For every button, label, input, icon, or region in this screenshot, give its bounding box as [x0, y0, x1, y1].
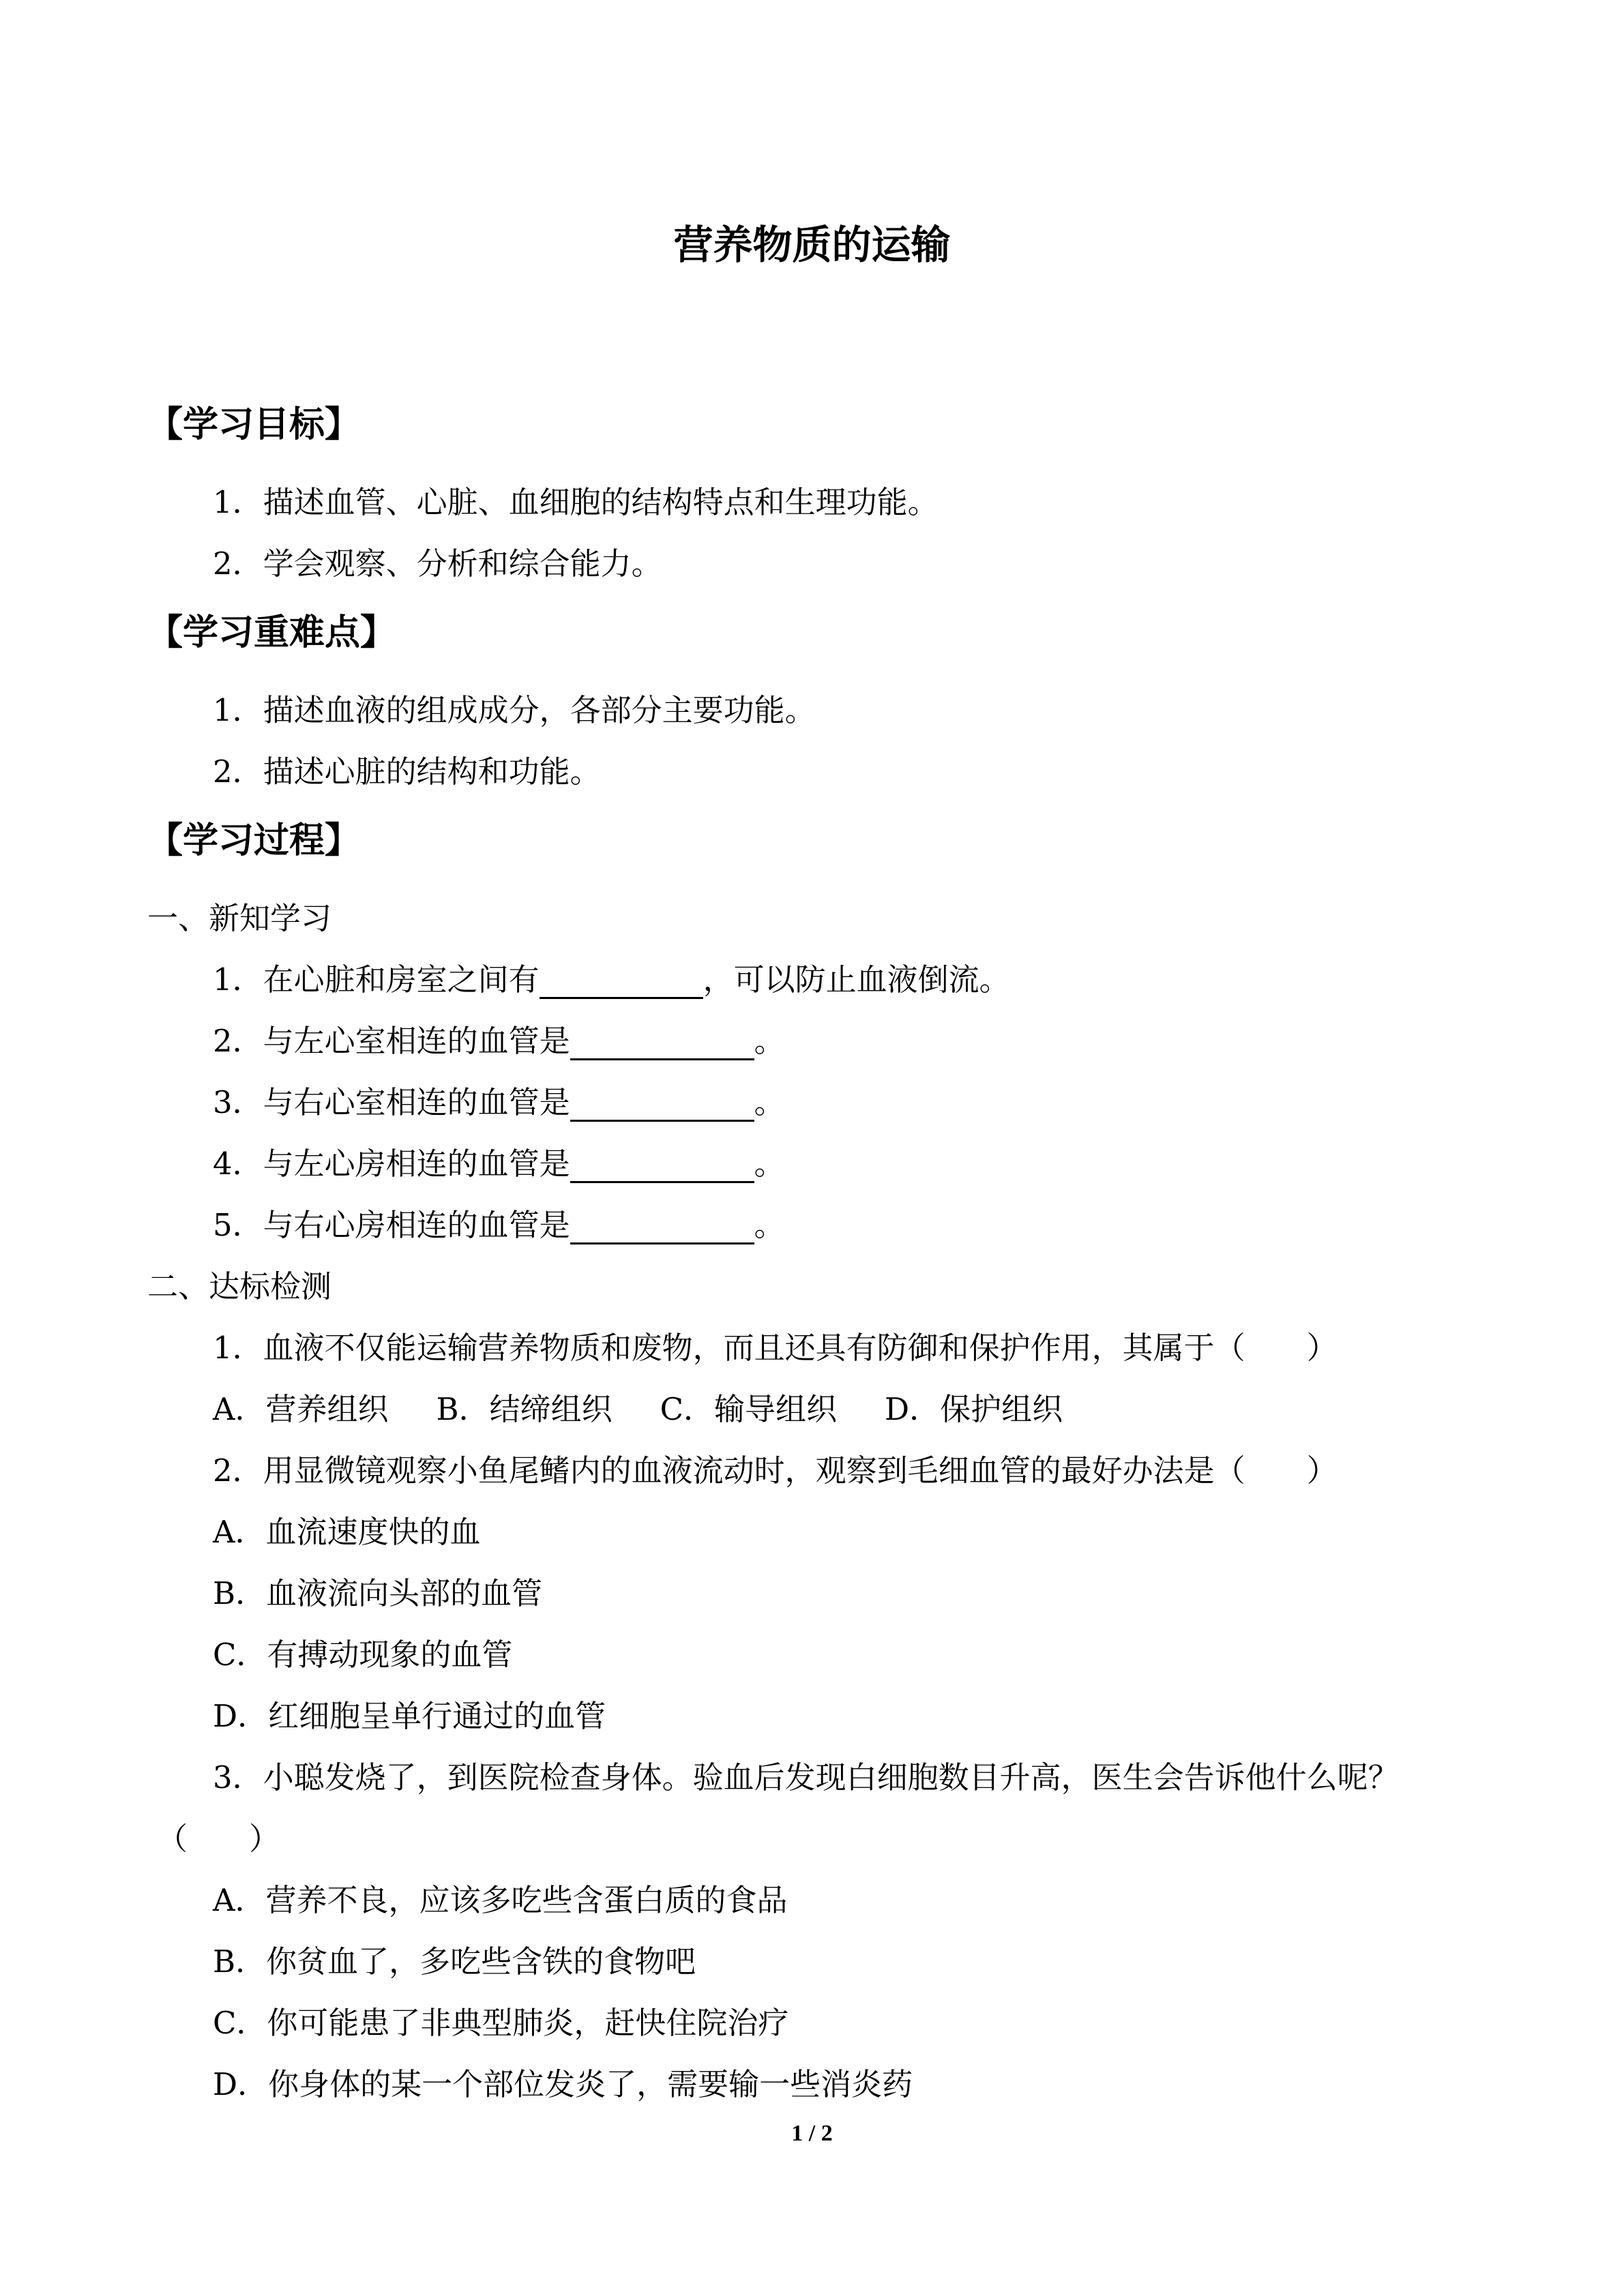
options-row [213, 1384, 1110, 1429]
option-d: D．红细胞呈单行通过的血管 [213, 1698, 606, 1734]
answer-blank[interactable] [540, 964, 703, 1000]
answer-parentheses: （ ） [157, 1821, 280, 1857]
page-number: 1 / 2 [791, 2121, 833, 2146]
answer-blank[interactable] [570, 1148, 754, 1184]
option-b: B．你贫血了，多吃些含铁的食物吧 [213, 1943, 696, 1980]
option-d: D．保护组织 [885, 1391, 1063, 1427]
answer-blank[interactable] [570, 1025, 754, 1061]
fill-question-5 [213, 1200, 785, 1244]
goal-item: 1．描述血管、心脏、血细胞的结构特点和生理功能。 [213, 484, 939, 520]
question-text: 4．与左心房相连的血管是 [213, 1146, 570, 1182]
option-c: C．有搏动现象的血管 [213, 1637, 513, 1673]
question-stem: 1．血液不仅能运输营养物质和废物，而且还具有防御和保护作用，其属于（ ） [213, 1330, 1338, 1366]
question-text: 。 [754, 1146, 785, 1182]
question-text: 。 [754, 1023, 785, 1059]
page-title: 营养物质的运输 [673, 222, 951, 268]
question-text: 1．在心脏和房室之间有 [213, 961, 540, 998]
fill-question-3 [213, 1077, 785, 1122]
keypoint-item: 2．描述心脏的结构和功能。 [213, 754, 601, 790]
option-a: A．血流速度快的血 [213, 1514, 481, 1550]
process-heading: 【学习过程】 [147, 820, 361, 861]
option-b: B．血液流向头部的血管 [213, 1575, 543, 1611]
question-text: 3．与右心室相连的血管是 [213, 1084, 570, 1120]
question-text: 。 [754, 1084, 785, 1120]
keypoint-item: 1．描述血液的组成成分，各部分主要功能。 [213, 692, 816, 728]
fill-question-1 [213, 955, 1010, 999]
question-text: 2．与左心室相连的血管是 [213, 1023, 570, 1059]
question-text: 5．与右心房相连的血管是 [213, 1207, 570, 1243]
option-a: A．营养组织 [213, 1391, 389, 1427]
fill-question-2 [213, 1016, 785, 1060]
option-c: C．你可能患了非典型肺炎，赶快住院治疗 [213, 2005, 789, 2041]
goals-heading: 【学习目标】 [147, 404, 361, 445]
question-stem: 2．用显微镜观察小鱼尾鳍内的血液流动时，观察到毛细血管的最好办法是（ ） [213, 1452, 1338, 1489]
goal-item: 2．学会观察、分析和综合能力。 [213, 546, 662, 582]
option-a: A．营养不良，应该多吃些含蛋白质的食品 [213, 1882, 788, 1918]
option-d: D．你身体的某一个部位发炎了，需要输一些消炎药 [213, 2066, 913, 2102]
question-text: 。 [754, 1207, 785, 1243]
fill-question-4 [213, 1139, 785, 1183]
part1-heading: 一、新知学习 [147, 900, 332, 936]
answer-blank[interactable] [570, 1086, 754, 1122]
question-stem: 3．小聪发烧了，到医院检查身体。验血后发现白细胞数目升高，医生会告诉他什么呢？ [213, 1759, 1399, 1795]
answer-blank[interactable] [570, 1209, 754, 1245]
question-text: ，可以防止血液倒流。 [703, 961, 1010, 998]
part2-heading: 二、达标检测 [147, 1268, 332, 1304]
option-b: B．结缔组织 [436, 1391, 612, 1427]
keypoints-heading: 【学习重难点】 [147, 612, 396, 653]
option-c: C．输导组织 [660, 1391, 838, 1427]
